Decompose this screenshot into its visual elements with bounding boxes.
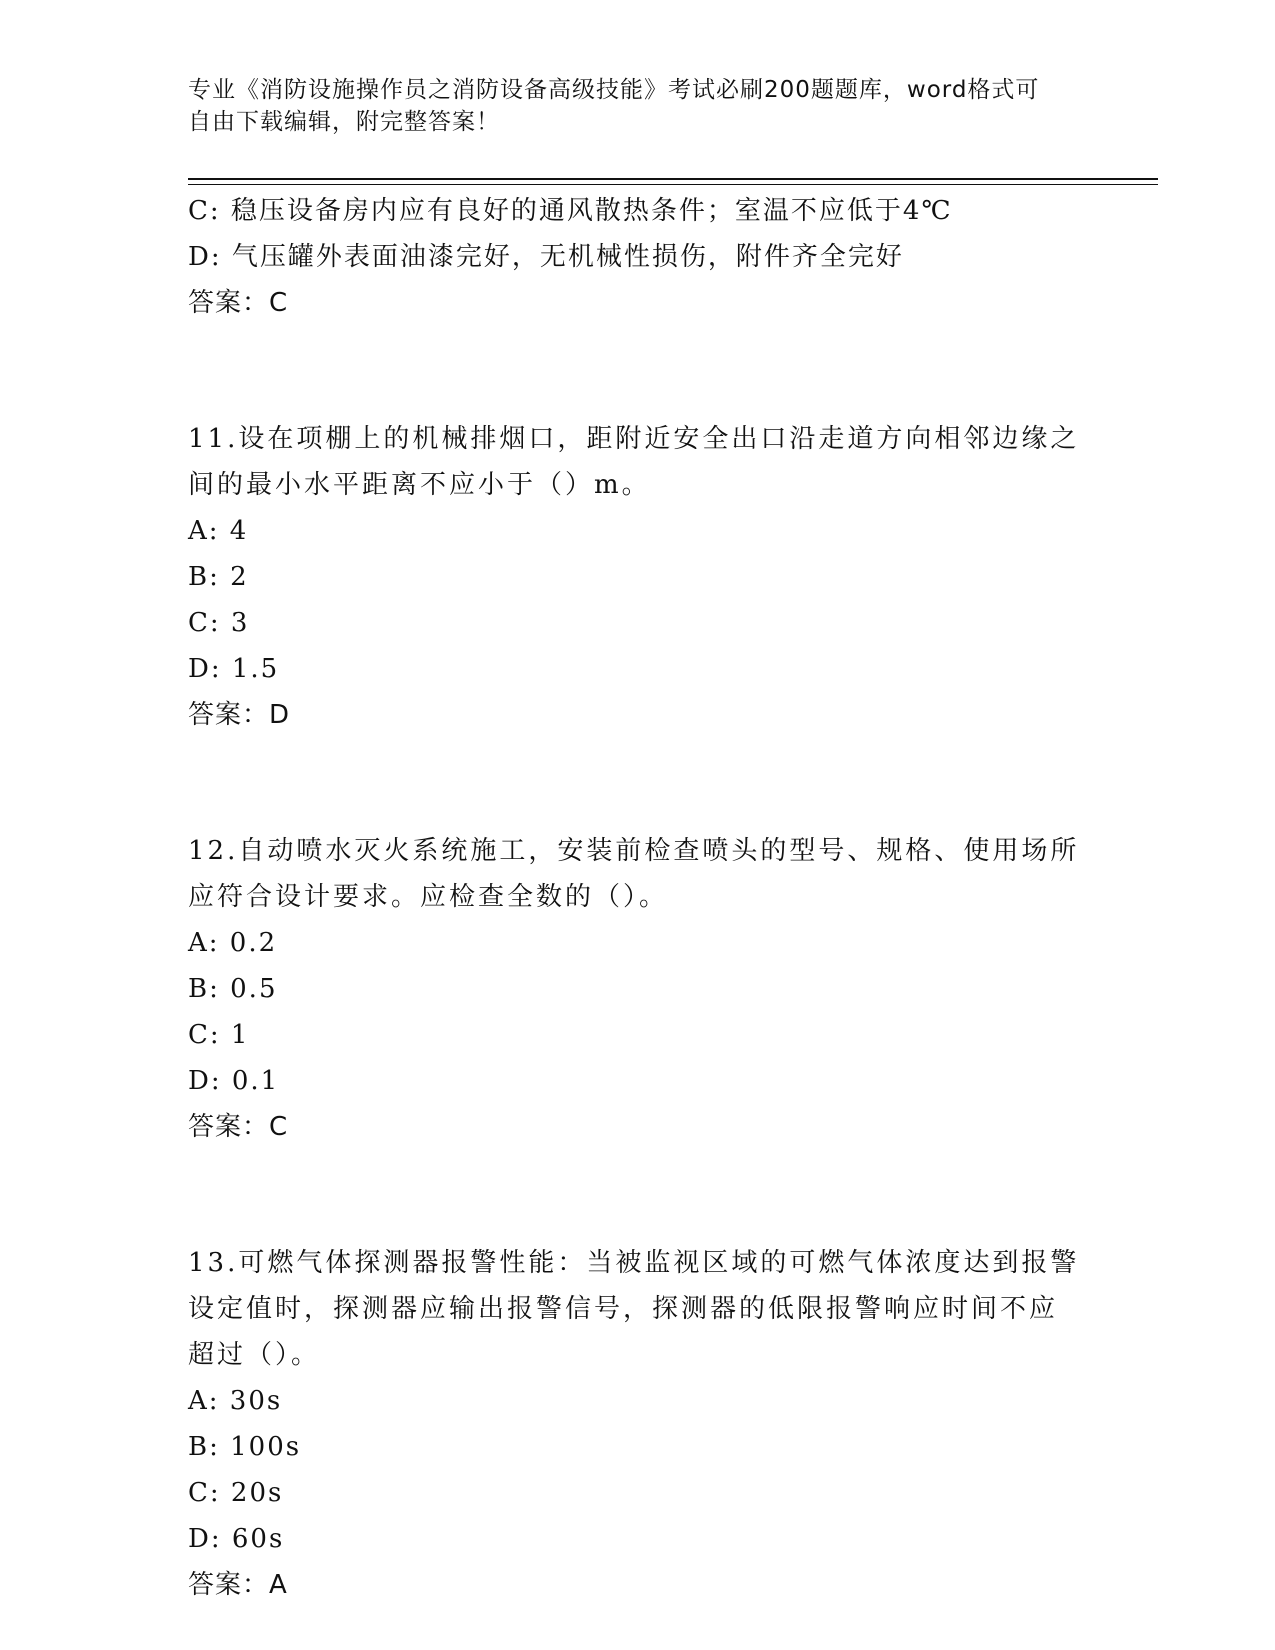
question-text-line: 11.设在项棚上的机械排烟口，距附近安全出口沿走道方向相邻边缘之 (188, 424, 1080, 454)
option-b: B: 2 (188, 562, 249, 592)
option-c: C: 稳压设备房内应有良好的通风散热条件；室温不应低于4℃ (188, 196, 953, 226)
question-text-line: 应符合设计要求。应检查全数的（）。 (188, 882, 669, 912)
question-text-line: 超过（）。 (188, 1340, 321, 1370)
option-b: B: 100s (188, 1432, 302, 1462)
option-d: D: 气压罐外表面油漆完好，无机械性损伤，附件齐全完好 (188, 242, 904, 272)
header-line-2: 自由下载编辑，附完整答案！ (188, 109, 500, 135)
option-a: A: 4 (188, 516, 249, 546)
option-c: C: 3 (188, 608, 250, 638)
option-d: D: 1.5 (188, 654, 280, 684)
spacer (188, 738, 1088, 828)
question-text-line: 间的最小水平距离不应小于（）m。 (188, 470, 651, 500)
document-header (188, 74, 1068, 138)
option-d: D: 60s (188, 1524, 285, 1554)
spacer (188, 326, 1088, 416)
header-rule-thick (188, 178, 1158, 180)
option-c: C: 1 (188, 1020, 250, 1050)
answer-line: 答案：A (188, 1570, 288, 1600)
document-body (188, 188, 1088, 1608)
option-a: A: 30s (188, 1386, 283, 1416)
question-10-tail (188, 188, 1088, 326)
question-13 (188, 1240, 1088, 1608)
option-b: B: 0.5 (188, 974, 278, 1004)
question-text-line: 12.自动喷水灭火系统施工，安装前检查喷头的型号、规格、使用场所 (188, 836, 1080, 866)
answer-line: 答案：D (188, 700, 291, 730)
question-text-line: 设定值时，探测器应输出报警信号，探测器的低限报警响应时间不应 (188, 1294, 1059, 1324)
question-12 (188, 828, 1088, 1150)
option-d: D: 0.1 (188, 1066, 280, 1096)
option-a: A: 0.2 (188, 928, 278, 958)
answer-line: 答案：C (188, 1112, 289, 1142)
question-text-line: 13.可燃气体探测器报警性能：当被监视区域的可燃气体浓度达到报警 (188, 1248, 1080, 1278)
answer-line: 答案：C (188, 288, 289, 318)
header-line-1: 专业《消防设施操作员之消防设备高级技能》考试必刷200题题库，word格式可 (188, 77, 1040, 103)
question-11 (188, 416, 1088, 738)
header-rule-thin (188, 184, 1158, 185)
option-c: C: 20s (188, 1478, 284, 1508)
spacer (188, 1150, 1088, 1240)
